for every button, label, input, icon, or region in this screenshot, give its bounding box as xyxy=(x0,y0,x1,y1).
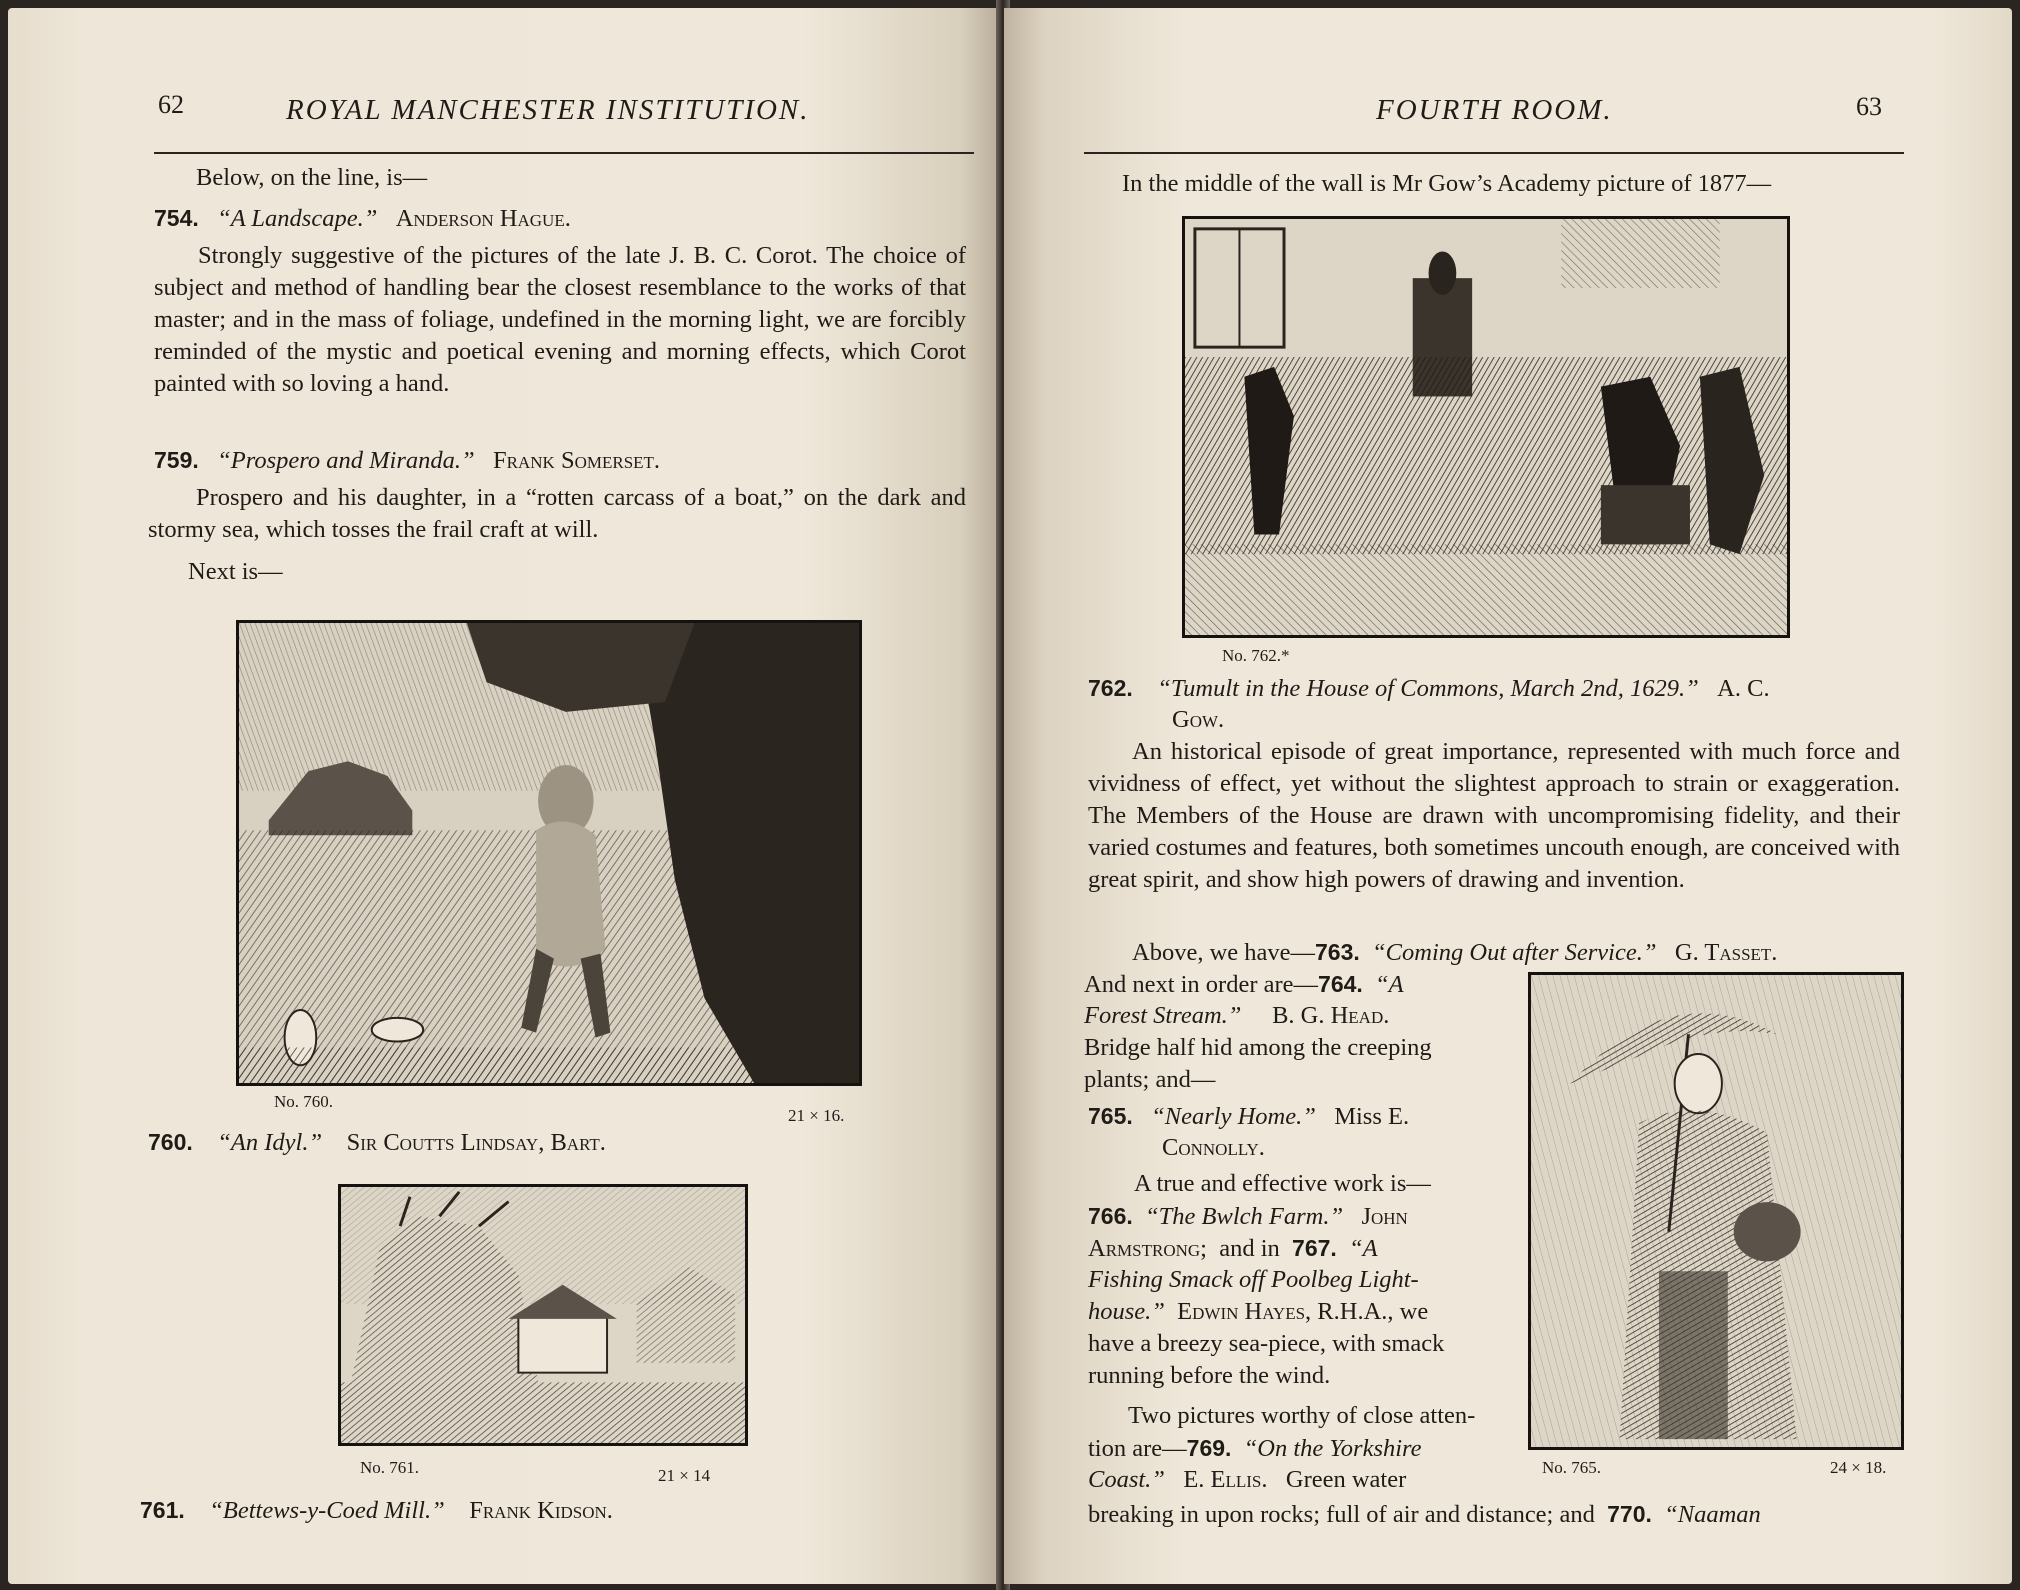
page-number-left: 62 xyxy=(158,90,184,119)
page-number-right: 63 xyxy=(1856,92,1882,121)
size-761: 21 × 14 xyxy=(658,1466,711,1485)
intro-right: In the middle of the wall is Mr Gow’s Academy picture of 1877— xyxy=(1122,170,1772,197)
tumult-engraving xyxy=(1185,219,1787,635)
header-rule-left xyxy=(154,152,974,154)
line-767c: have a breezy sea-piece, with smack xyxy=(1088,1330,1445,1357)
running-head-left: ROYAL MANCHESTER INSTITUTION. xyxy=(286,94,810,126)
entry-762-artist: Gow. xyxy=(1172,706,1225,733)
right-page xyxy=(1004,8,2012,1584)
illustration-nearly-home xyxy=(1528,972,1904,1450)
caption-765: No. 765. xyxy=(1542,1458,1602,1477)
illustration-an-idyl xyxy=(236,620,862,1086)
line-767d: running before the wind. xyxy=(1088,1362,1331,1389)
entry-759: 759. “Prospero and Miranda.” Frank Somerset. xyxy=(154,447,661,474)
line-764b: Forest Stream.” B. G. Head. xyxy=(1084,1002,1390,1029)
paragraph-759: Prospero and his daughter, in a “rotten carcass of a boat,” on the dark and stormy sea, which tosses the frail craft at will. xyxy=(148,484,966,543)
line-764d: plants; and— xyxy=(1084,1066,1216,1093)
next-is: Next is— xyxy=(188,558,283,585)
line-765b: Connolly. xyxy=(1162,1134,1265,1161)
entry-761: 761. “Bettews-y-Coed Mill.” Frank Kidson. xyxy=(140,1497,613,1524)
entry-754: 754. “A Landscape.” Anderson Hague. xyxy=(154,205,571,232)
entry-762: 762. “Tumult in the House of Commons, March 2nd, 1629.” A. C. xyxy=(1088,675,1770,702)
line-769a: Two pictures worthy of close atten- xyxy=(1128,1402,1476,1429)
nearly-home-engraving xyxy=(1531,975,1901,1447)
line-769b: tion are—769. “On the Yorkshire xyxy=(1088,1435,1422,1462)
illustration-tumult-commons xyxy=(1182,216,1790,638)
caption-762: No. 762.* xyxy=(1222,646,1290,665)
idyl-engraving xyxy=(239,623,859,1083)
line-767a: Fishing Smack off Poolbeg Light- xyxy=(1088,1266,1419,1293)
line-765a: 765. “Nearly Home.” Miss E. xyxy=(1088,1103,1410,1130)
size-765: 24 × 18. xyxy=(1830,1458,1887,1477)
mill-engraving xyxy=(341,1187,745,1443)
header-rule-right xyxy=(1084,152,1904,154)
line-764a: And next in order are—764. “A xyxy=(1084,971,1404,998)
line-769c: Coast.” E. Ellis. Green water xyxy=(1088,1466,1407,1493)
line-766-lead: A true and effective work is— xyxy=(1134,1170,1431,1197)
paragraph-754: Strongly suggestive of the pictures of the late J. B. C. Corot. The choice of subject and method of handling bear the closest resemblance to the works of that master; and in the mass of foliage, undefined in the morning light, we are forcibly reminded of the mystic and poetical evening and morning effects, which Corot painted with so loving a hand. xyxy=(154,242,966,397)
intro-left: Below, on the line, is— xyxy=(196,164,428,191)
line-766b: Armstrong; and in 767. “A xyxy=(1088,1235,1378,1262)
size-760: 21 × 16. xyxy=(788,1106,845,1125)
paragraph-762: An historical episode of great importance, represented with much force and vividness of effect, yet without the slightest approach to strain or exaggeration. The Members of the House are drawn with uncompromising fidelity, and their varied costumes and features, both sometimes uncouth enough, are conceived with great spirit, and show high powers of drawing and invention. xyxy=(1088,738,1900,893)
left-page xyxy=(8,8,1000,1584)
running-head-right: FOURTH ROOM. xyxy=(1376,94,1613,126)
line-767b: house.” Edwin Hayes, R.H.A., we xyxy=(1088,1298,1429,1325)
illustration-bettws-mill xyxy=(338,1184,748,1446)
line-763: Above, we have—763. “Coming Out after Service.” G. Tasset. xyxy=(1132,939,1778,966)
caption-761: No. 761. xyxy=(360,1458,420,1477)
line-764c: Bridge half hid among the creeping xyxy=(1084,1034,1432,1061)
line-last: breaking in upon rocks; full of air and distance; and 770. “Naaman xyxy=(1088,1501,1761,1528)
line-766a: 766. “The Bwlch Farm.” John xyxy=(1088,1203,1408,1230)
entry-760: 760. “An Idyl.” Sir Coutts Lindsay, Bart. xyxy=(148,1129,606,1156)
caption-760: No. 760. xyxy=(274,1092,334,1111)
